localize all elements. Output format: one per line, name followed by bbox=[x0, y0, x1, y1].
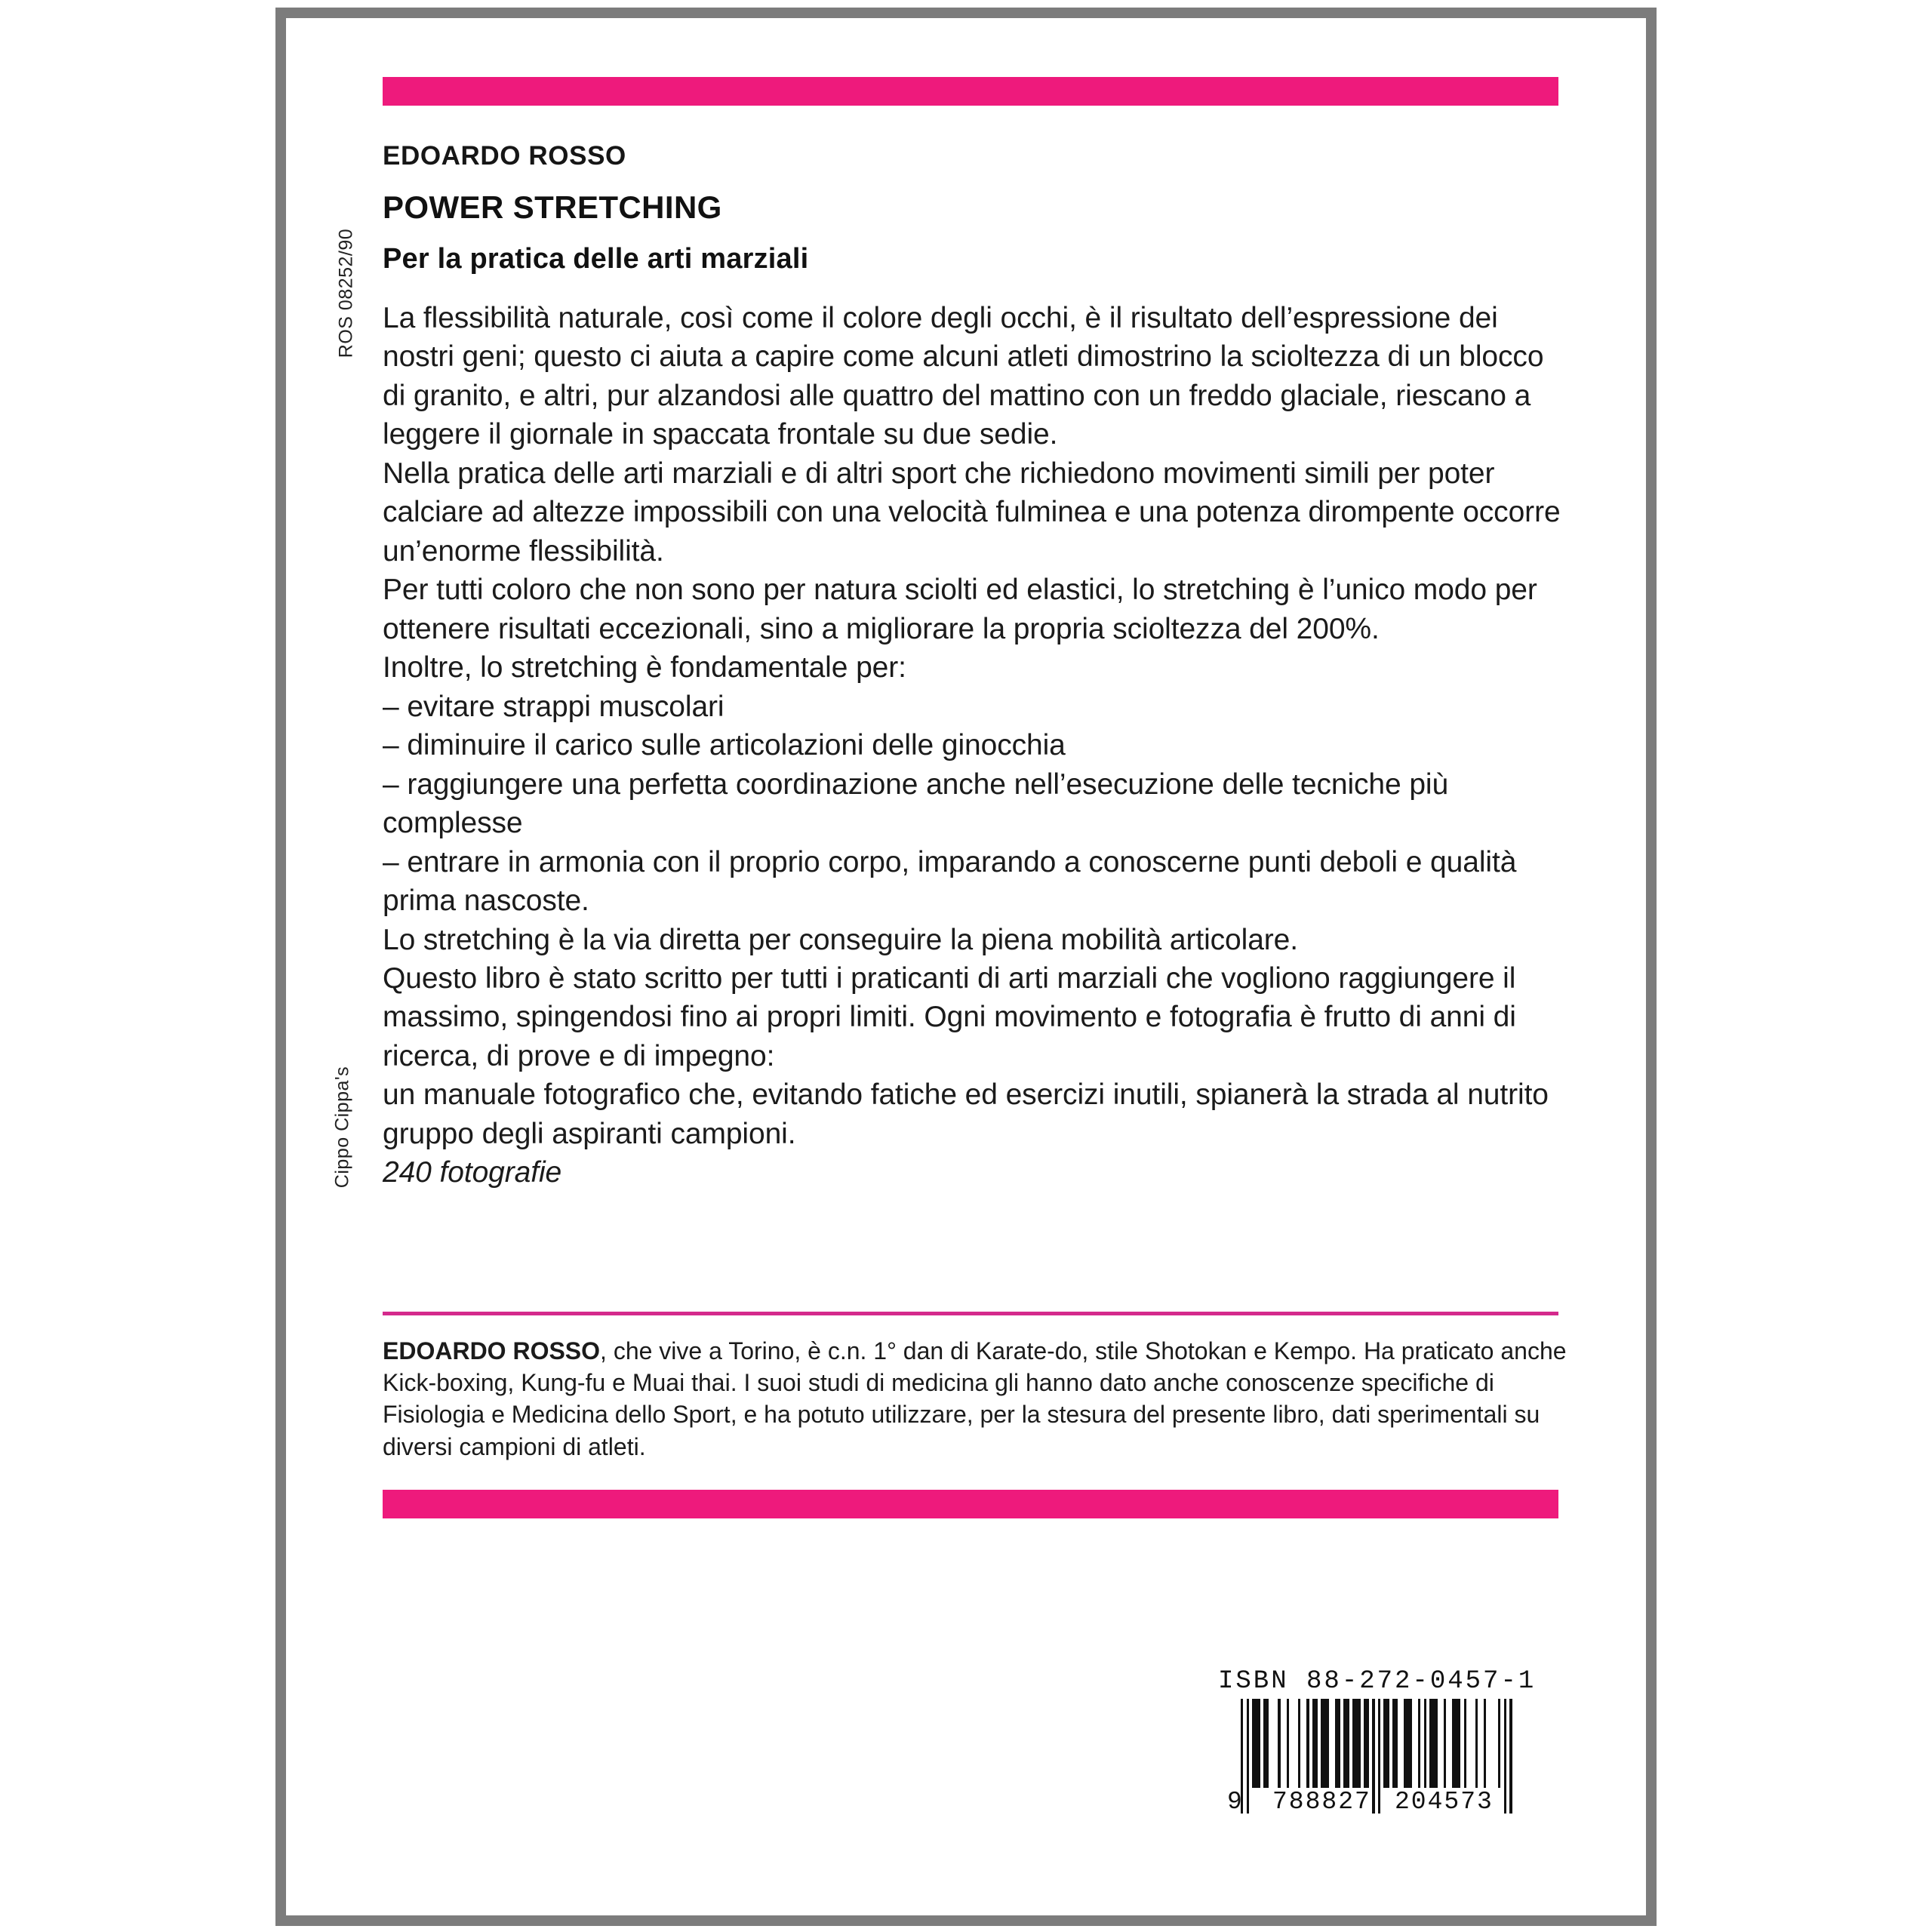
barcode-bar bbox=[1298, 1699, 1300, 1788]
back-cover-page bbox=[286, 18, 1646, 1915]
photo-count-note: 240 fotografie bbox=[383, 1156, 562, 1189]
barcode-bar bbox=[1364, 1699, 1369, 1788]
blurb-list-item: – entrare in armonia con il proprio corpo, imparando a conoscerne punti deboli e qualità prima nascoste. bbox=[383, 845, 1517, 918]
author-bio-name: EDOARDO ROSSO bbox=[383, 1337, 601, 1364]
blurb-paragraph: Nella pratica delle arti marziali e di altri sport che richiedono movimenti simili per poter calciare ad altezze impossibili con una velocità fulminea e una potenza dirompente occorre un’enorme flessibilità. bbox=[383, 457, 1561, 568]
blurb-body bbox=[383, 299, 1567, 1192]
blurb-list-item: – diminuire il carico sulle articolazioni delle ginocchia bbox=[383, 729, 1066, 762]
barcode-bar bbox=[1278, 1699, 1280, 1788]
author-bio-block bbox=[383, 1335, 1567, 1463]
barcode-bar bbox=[1498, 1699, 1500, 1788]
isbn-barcode-block bbox=[1218, 1667, 1535, 1823]
barcode-bar bbox=[1452, 1699, 1460, 1788]
blurb-paragraph: Questo libro è stato scritto per tutti i praticanti di arti marziali che vogliono raggiungere il massimo, spingendosi fino ai propri limiti. Ogni movimento e fotografia è frutto di anni di ricerca, di prove e di impegno: bbox=[383, 961, 1516, 1072]
barcode-bar bbox=[1404, 1699, 1412, 1788]
accent-bar-top bbox=[383, 77, 1558, 106]
ean-left-group: 788827 bbox=[1272, 1788, 1371, 1816]
barcode-bar bbox=[1475, 1699, 1478, 1788]
barcode-bar bbox=[1444, 1699, 1446, 1788]
barcode-bar bbox=[1312, 1699, 1318, 1788]
barcode-bar bbox=[1429, 1699, 1438, 1788]
blurb-paragraph: Per tutti coloro che non sono per natura sciolti ed elastici, lo stretching è l’unico modo per ottenere risultati eccezionali, sino a migliorare la propria scioltezza del 200%. bbox=[383, 574, 1537, 645]
barcode-bar bbox=[1484, 1699, 1486, 1788]
blurb-list-item: – raggiungere una perfetta coordinazione anche nell’esecuzione delle tecniche più complesse bbox=[383, 768, 1449, 840]
barcode-bar bbox=[1464, 1699, 1466, 1788]
accent-bar-bottom bbox=[383, 1490, 1558, 1518]
side-catalog-code: ROS 08252/90 bbox=[335, 228, 357, 358]
barcode-bar bbox=[1263, 1699, 1269, 1788]
author-bio-text: , che vive a Torino, è c.n. 1° dan di Karate-do, stile Shotokan e Kempo. Ha praticato anche Kick-boxing, Kung-fu e Muai thai. I suoi studi di medicina gli hanno dato anche conoscenze specifiche di Fisiologia e Medicina dello Sport, e ha potuto utilizzare, per la stesura del presente libro, dati sperimentali su diversi campioni di atleti. bbox=[383, 1337, 1567, 1460]
side-owner-mark: Cippo Cippa's bbox=[331, 1066, 353, 1189]
book-cover-frame bbox=[275, 8, 1657, 1926]
blurb-list-item: – evitare strappi muscolari bbox=[383, 690, 724, 723]
barcode-bar bbox=[1352, 1699, 1361, 1788]
ean13-barcode-icon bbox=[1241, 1699, 1512, 1788]
ean-right-group: 204573 bbox=[1395, 1788, 1494, 1816]
barcode-bar bbox=[1252, 1699, 1260, 1788]
barcode-bar bbox=[1287, 1699, 1289, 1788]
cover-text-column bbox=[383, 143, 1567, 1192]
ean13-digits bbox=[1226, 1788, 1527, 1823]
barcode-bar bbox=[1392, 1699, 1398, 1788]
barcode-bar bbox=[1343, 1699, 1349, 1788]
page-subtitle: Per la pratica delle arti marziali bbox=[383, 243, 809, 275]
isbn-label: ISBN 88-272-0457-1 bbox=[1218, 1667, 1537, 1696]
author-byline: EDOARDO ROSSO bbox=[383, 141, 626, 171]
ean-lead-digit: 9 bbox=[1227, 1788, 1244, 1816]
blurb-paragraph: un manuale fotografico che, evitando fatiche ed esercizi inutili, spianerà la strada al nutrito gruppo degli aspiranti campioni. bbox=[383, 1078, 1549, 1150]
barcode-bar bbox=[1321, 1699, 1329, 1788]
divider-rule bbox=[383, 1312, 1558, 1315]
barcode-bar bbox=[1424, 1699, 1426, 1788]
page-title: POWER STRETCHING bbox=[383, 189, 722, 225]
barcode-bar bbox=[1418, 1699, 1420, 1788]
barcode-bar bbox=[1306, 1699, 1309, 1788]
blurb-paragraph: La flessibilità naturale, così come il colore degli occhi, è il risultato dell’espressione dei nostri geni; questo ci aiuta a capire come alcuni atleti dimostrino la scioltezza di un blocco di granito, e altri, pur alzandosi alle quattro del mattino con un freddo glaciale, riescano a leggere il giornale in spaccata frontale su due sedie. bbox=[383, 302, 1544, 451]
blurb-paragraph: Inoltre, lo stretching è fondamentale per: bbox=[383, 651, 906, 685]
blurb-paragraph: Lo stretching è la via diretta per conseguire la piena mobilità articolare. bbox=[383, 923, 1299, 956]
barcode-bar bbox=[1383, 1699, 1389, 1788]
barcode-bar bbox=[1335, 1699, 1340, 1788]
